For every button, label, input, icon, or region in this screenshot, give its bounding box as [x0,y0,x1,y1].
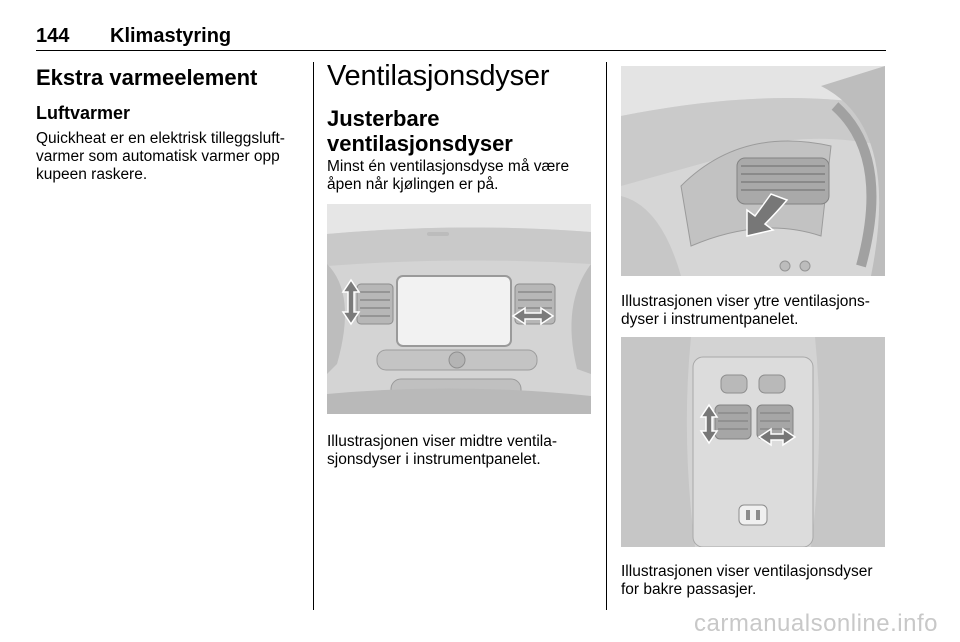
left-body-text [36,130,285,184]
body-line: Quickheat er en elektrisk tilleggsluft- [36,130,285,147]
watermark: carmanualsonline.info [694,610,938,637]
subheading-line: ventilasjonsdyser [327,131,513,156]
section-heading-ekstra-varmeelement: Ekstra varmeelement [36,65,258,90]
figure-center-vents [327,204,591,414]
caption-line: Illustrasjonen viser ventilasjonsdyser [621,563,873,580]
figure-rear-vents [621,337,885,547]
page-number: 144 [36,25,70,47]
body-line: kupeen raskere. [36,166,148,183]
body-line: Minst én ventilasjonsdyse må være [327,158,570,175]
figure-outer-vents [621,66,885,276]
column-divider-left [313,62,314,610]
header-rule [36,50,886,51]
caption-center-vents [327,433,557,469]
body-line: varmer som automatisk varmer opp [36,148,280,165]
body-line: åpen når kjølingen er på. [327,176,499,193]
subheading-luftvarmer: Luftvarmer [36,103,131,123]
caption-line: sjonsdyser i instrumentpanelet. [327,451,541,468]
caption-line: dyser i instrumentpanelet. [621,311,799,328]
caption-line: Illustrasjonen viser midtre ventila- [327,433,558,450]
mid-body-text [327,158,569,194]
caption-line: for bakre passasjer. [621,581,757,598]
column-divider-right [606,62,607,610]
chapter-title: Klimastyring [110,25,232,47]
caption-outer-vents [621,293,870,329]
caption-rear-vents [621,563,873,599]
subheading-line: Justerbare [327,106,440,131]
subheading-justerbare-ventilasjonsdyser [327,106,513,156]
section-heading-ventilasjonsdyser: Ventilasjonsdyser [327,60,550,92]
caption-line: Illustrasjonen viser ytre ventilasjons- [621,293,870,310]
